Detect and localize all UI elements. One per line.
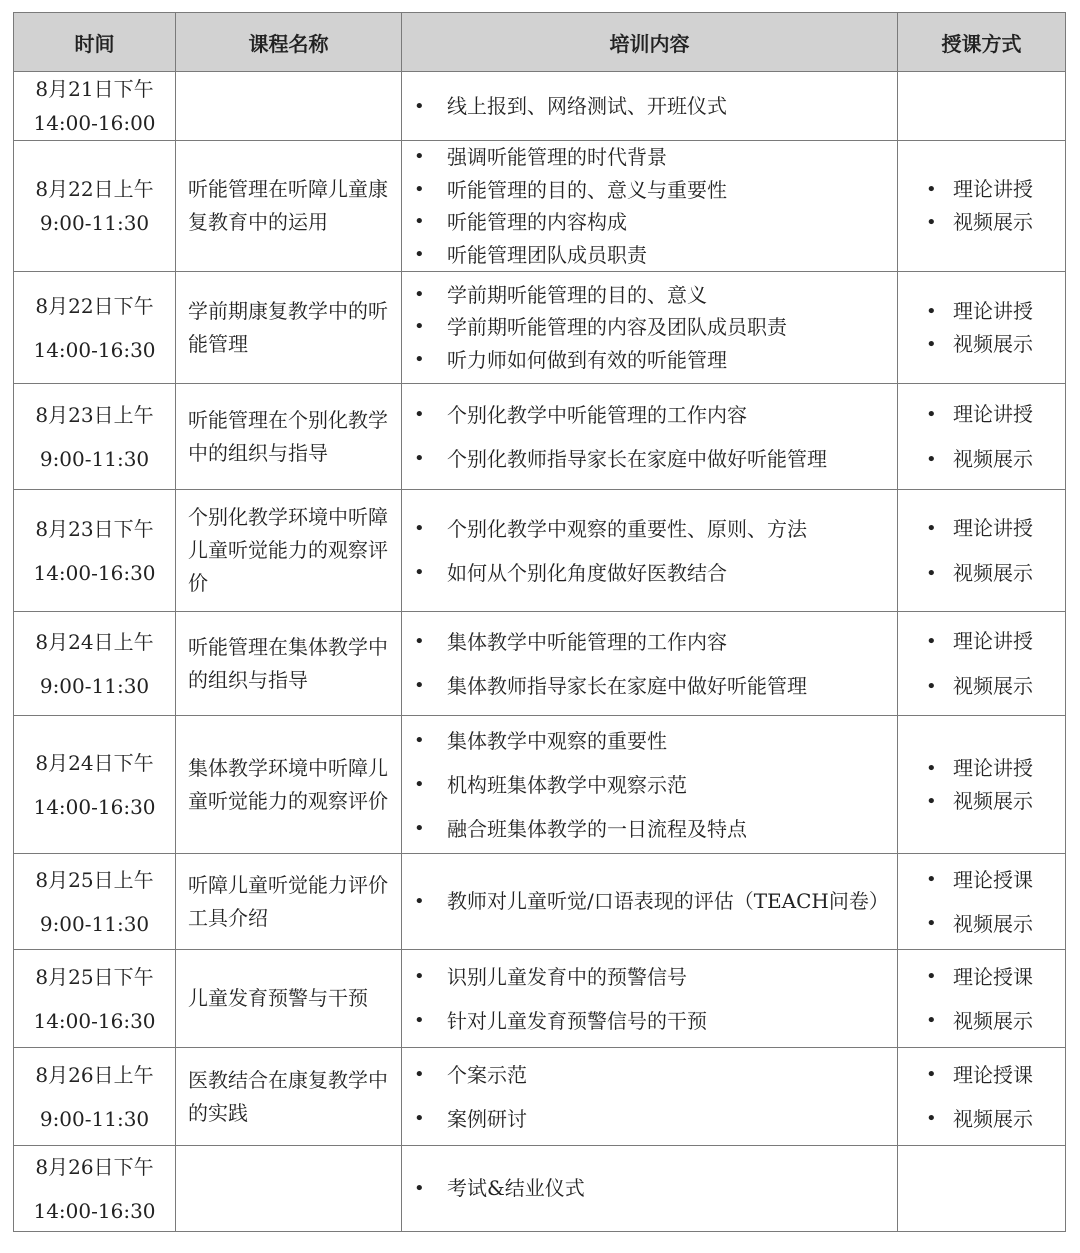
time-range: 14:00-16:30 — [33, 337, 156, 362]
course-cell: 儿童发育预警与干预 — [176, 950, 402, 1048]
content-item: • 集体教学中观察的重要性 — [402, 719, 897, 763]
content-item: • 个别化教学中观察的重要性、原则、方法 — [402, 507, 897, 551]
content-item: • 识别儿童发育中的预警信号 — [402, 955, 897, 999]
time-cell — [14, 272, 176, 384]
content-item: • 集体教学中听能管理的工作内容 — [402, 620, 897, 664]
time-cell — [14, 141, 176, 272]
content-item: • 如何从个别化角度做好医教结合 — [402, 551, 897, 595]
time-cell — [14, 612, 176, 716]
method-item: • 视频展示 — [898, 999, 1065, 1043]
time-range: 9:00-11:30 — [39, 1106, 150, 1131]
method-item: • 视频展示 — [898, 437, 1065, 482]
method-cell — [898, 1048, 1066, 1146]
content-item: • 强调听能管理的时代背景 — [402, 141, 897, 174]
table-row — [14, 950, 1066, 1048]
content-item: • 融合班集体教学的一日流程及特点 — [402, 807, 897, 851]
content-cell — [402, 141, 898, 272]
method-cell — [898, 1146, 1066, 1232]
method-item: • 视频展示 — [898, 551, 1065, 596]
method-item: • 理论授课 — [898, 858, 1065, 902]
method-item: • 理论讲授 — [898, 619, 1065, 664]
table-row — [14, 716, 1066, 854]
content-cell — [402, 716, 898, 854]
date-label: 8月25日上午 — [35, 867, 154, 892]
table-row — [14, 272, 1066, 384]
content-item: • 教师对儿童听觉/口语表现的评估（TEACH问卷） — [402, 885, 885, 918]
method-item: • 视频展示 — [898, 1097, 1065, 1141]
course-cell: 听能管理在听障儿童康复教育中的运用 — [176, 141, 402, 272]
method-cell — [898, 272, 1066, 384]
method-item: • 视频展示 — [898, 206, 1065, 239]
method-item: • 视频展示 — [898, 328, 1065, 361]
method-item: • 理论讲授 — [898, 752, 1065, 785]
content-item: • 个别化教学中听能管理的工作内容 — [402, 393, 897, 437]
method-item: • 视频展示 — [898, 902, 1065, 946]
time-cell — [14, 72, 176, 141]
date-label: 8月23日上午 — [35, 402, 154, 427]
table-row — [14, 1146, 1066, 1232]
course-cell: 学前期康复教学中的听能管理 — [176, 272, 402, 384]
header-training-content: 培训内容 — [402, 13, 898, 72]
content-item: • 针对儿童发育预警信号的干预 — [402, 999, 897, 1043]
content-item: • 集体教师指导家长在家庭中做好听能管理 — [402, 664, 897, 708]
method-cell — [898, 384, 1066, 490]
time-cell — [14, 1048, 176, 1146]
training-schedule-table — [13, 12, 1066, 1232]
method-cell — [898, 141, 1066, 272]
date-label: 8月26日下午 — [35, 1154, 154, 1179]
table-row — [14, 854, 1066, 950]
course-cell — [176, 72, 402, 141]
content-cell — [402, 1048, 898, 1146]
course-cell: 医教结合在康复教学中的实践 — [176, 1048, 402, 1146]
date-label: 8月24日下午 — [35, 750, 154, 775]
content-item: • 听能管理的目的、意义与重要性 — [402, 174, 897, 207]
header-row — [14, 13, 1066, 72]
content-cell — [402, 72, 898, 141]
method-item: • 视频展示 — [898, 664, 1065, 709]
method-item: • 理论讲授 — [898, 295, 1065, 328]
time-cell — [14, 490, 176, 612]
time-cell — [14, 1146, 176, 1232]
method-cell — [898, 612, 1066, 716]
method-cell — [898, 716, 1066, 854]
content-cell — [402, 490, 898, 612]
time-cell — [14, 854, 176, 950]
course-cell: 听障儿童听觉能力评价工具介绍 — [176, 854, 402, 950]
time-cell — [14, 384, 176, 490]
time-range: 9:00-11:30 — [39, 911, 150, 936]
method-cell — [898, 490, 1066, 612]
table-row — [14, 141, 1066, 272]
table-row — [14, 612, 1066, 716]
content-cell — [402, 272, 898, 384]
content-item: • 考试&结业仪式 — [402, 1172, 897, 1205]
course-cell: 听能管理在集体教学中的组织与指导 — [176, 612, 402, 716]
date-label: 8月22日下午 — [35, 293, 154, 318]
header-course-name: 课程名称 — [176, 13, 402, 72]
time-range: 14:00-16:30 — [33, 560, 156, 585]
time-cell — [14, 950, 176, 1048]
time-range: 9:00-11:30 — [39, 446, 150, 471]
method-item: • 视频展示 — [898, 785, 1065, 818]
content-item: • 听能管理的内容构成 — [402, 206, 897, 239]
content-cell — [402, 612, 898, 716]
time-range: 14:00-16:30 — [33, 794, 156, 819]
content-item: • 听力师如何做到有效的听能管理 — [402, 344, 897, 377]
course-cell: 听能管理在个别化教学中的组织与指导 — [176, 384, 402, 490]
method-item: • 理论讲授 — [898, 173, 1065, 206]
method-item: • 理论授课 — [898, 955, 1065, 999]
date-label: 8月24日上午 — [35, 629, 154, 654]
content-item: • 学前期听能管理的内容及团队成员职责 — [402, 311, 897, 344]
table-row — [14, 490, 1066, 612]
method-cell — [898, 854, 1066, 950]
course-cell — [176, 1146, 402, 1232]
time-range: 14:00-16:30 — [33, 1198, 156, 1223]
date-label: 8月22日上午 — [35, 177, 154, 201]
table-row — [14, 384, 1066, 490]
content-cell — [402, 854, 898, 950]
date-label: 8月25日下午 — [35, 964, 154, 989]
time-range: 14:00-16:00 — [33, 111, 156, 135]
method-cell — [898, 950, 1066, 1048]
method-item: • 理论授课 — [898, 1053, 1065, 1097]
time-range: 9:00-11:30 — [39, 673, 150, 698]
content-cell — [402, 384, 898, 490]
content-item: • 案例研讨 — [402, 1097, 897, 1141]
method-item: • 理论讲授 — [898, 506, 1065, 551]
time-range: 9:00-11:30 — [39, 211, 150, 235]
content-item: • 个别化教师指导家长在家庭中做好听能管理 — [402, 437, 897, 481]
date-label: 8月23日下午 — [35, 516, 154, 541]
content-item: • 个案示范 — [402, 1053, 897, 1097]
date-label: 8月21日下午 — [35, 77, 154, 101]
table-row — [14, 72, 1066, 141]
method-cell — [898, 72, 1066, 141]
content-cell — [402, 950, 898, 1048]
method-item: • 理论讲授 — [898, 392, 1065, 437]
content-item: • 线上报到、网络测试、开班仪式 — [402, 90, 897, 123]
content-item: • 学前期听能管理的目的、意义 — [402, 279, 897, 312]
time-range: 14:00-16:30 — [33, 1008, 156, 1033]
header-time: 时间 — [14, 13, 176, 72]
time-cell — [14, 716, 176, 854]
course-cell: 个别化教学环境中听障儿童听觉能力的观察评价 — [176, 490, 402, 612]
table-row — [14, 1048, 1066, 1146]
content-item: • 听能管理团队成员职责 — [402, 239, 897, 272]
header-teaching-method: 授课方式 — [898, 13, 1066, 72]
date-label: 8月26日上午 — [35, 1062, 154, 1087]
content-item: • 机构班集体教学中观察示范 — [402, 763, 897, 807]
course-cell: 集体教学环境中听障儿童听觉能力的观察评价 — [176, 716, 402, 854]
content-cell — [402, 1146, 898, 1232]
